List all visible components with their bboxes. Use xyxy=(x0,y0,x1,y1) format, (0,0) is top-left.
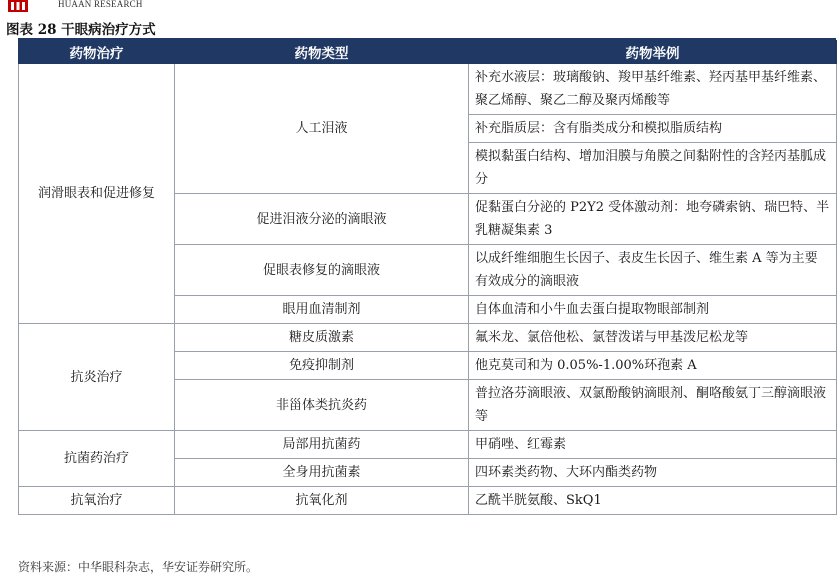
treatment-table-wrapper xyxy=(18,40,836,515)
type-cell: 抗氧化剂 xyxy=(175,487,469,515)
table-row xyxy=(19,324,837,352)
table-row xyxy=(19,431,837,459)
type-cell: 局部用抗菌药 xyxy=(175,431,469,459)
type-cell: 促眼表修复的滴眼液 xyxy=(175,245,469,296)
type-cell: 全身用抗菌素 xyxy=(175,459,469,487)
huaan-logo-icon xyxy=(8,0,28,12)
example-cell: 补充水液层：玻璃酸钠、羧甲基纤维素、羟丙基甲基纤维素、聚乙烯醇、聚乙二醇及聚丙烯酸等 xyxy=(469,64,837,115)
table-row xyxy=(19,64,837,115)
brand-name: HUAAN RESEARCH xyxy=(58,0,143,9)
type-cell: 眼用血清制剂 xyxy=(175,296,469,324)
figure-title: 图表 28 干眼病治疗方式 xyxy=(6,22,156,38)
header-treatment: 药物治疗 xyxy=(19,41,175,64)
example-cell: 模拟黏蛋白结构、增加泪膜与角膜之间黏附性的含羟丙基胍成分 xyxy=(469,143,837,194)
report-header xyxy=(6,0,836,40)
header-drug-examples: 药物举例 xyxy=(469,41,837,64)
type-cell: 人工泪液 xyxy=(175,64,469,194)
table-row xyxy=(19,487,837,515)
example-cell: 促黏蛋白分泌的 P2Y2 受体激动剂：地夸磷索钠、瑞巴特、半乳糖凝集素 3 xyxy=(469,194,837,245)
type-cell: 非甾体类抗炎药 xyxy=(175,380,469,431)
example-cell: 自体血清和小牛血去蛋白提取物眼部制剂 xyxy=(469,296,837,324)
example-cell: 补充脂质层：含有脂类成分和模拟脂质结构 xyxy=(469,115,837,143)
example-cell: 氟米龙、氯倍他松、氯替泼诺与甲基泼尼松龙等 xyxy=(469,324,837,352)
example-cell: 甲硝唑、红霉素 xyxy=(469,431,837,459)
category-cell: 抗菌药治疗 xyxy=(19,431,175,487)
category-cell: 抗氧治疗 xyxy=(19,487,175,515)
type-cell: 促进泪液分泌的滴眼液 xyxy=(175,194,469,245)
source-note: 资料来源：中华眼科杂志，华安证券研究所。 xyxy=(18,560,259,574)
table-header-row xyxy=(19,41,837,64)
example-cell: 乙酰半胱氨酸、SkQ1 xyxy=(469,487,837,515)
header-drug-type: 药物类型 xyxy=(175,41,469,64)
example-cell: 四环素类药物、大环内酯类药物 xyxy=(469,459,837,487)
category-cell: 抗炎治疗 xyxy=(19,324,175,431)
type-cell: 糖皮质激素 xyxy=(175,324,469,352)
example-cell: 普拉洛芬滴眼液、双氯酚酸钠滴眼剂、酮咯酸氨丁三醇滴眼液等 xyxy=(469,380,837,431)
example-cell: 以成纤维细胞生长因子、表皮生长因子、维生素 A 等为主要有效成分的滴眼液 xyxy=(469,245,837,296)
example-cell: 他克莫司和为 0.05%-1.00%环孢素 A xyxy=(469,352,837,380)
category-cell: 润滑眼表和促进修复 xyxy=(19,64,175,324)
type-cell: 免疫抑制剂 xyxy=(175,352,469,380)
treatment-table xyxy=(18,40,837,515)
